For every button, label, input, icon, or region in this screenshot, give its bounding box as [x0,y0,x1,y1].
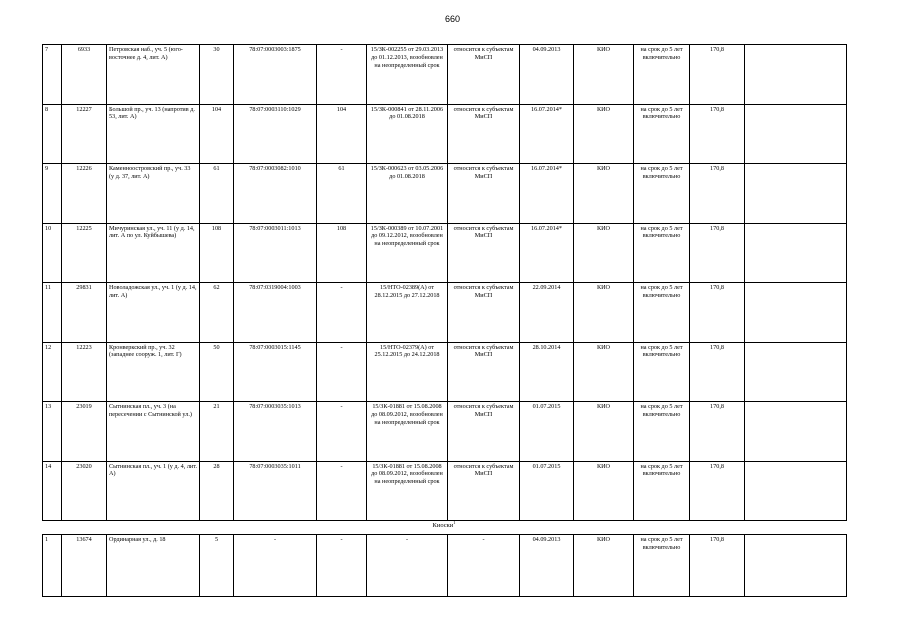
cell-term: на срок до 5 лет включительно [634,535,690,597]
table-row [43,104,847,164]
table-row [43,461,847,521]
cell-address: Сытнинская пл., уч. 3 (на пересечении с Сытнинской ул.) [107,402,200,462]
cell-agreement: 15/ЗК-002255 от 29.03.2013 до 01.12.2013, возобновлен на неопределенный срок [367,45,448,105]
cell-places: 21 [200,402,234,462]
section-label: Киоски [432,522,454,530]
cell-agreement: 15/ЗК-000389 от 10.07.2001 до 09.12.2012, возобновлен на неопределенный срок [367,223,448,283]
main-table [42,44,847,521]
cell-agreement: 15/НТО-02389(А) от 28.12.2015 до 27.12.2018 [367,283,448,343]
cell-area: 108 [317,223,367,283]
cell-cadastre: 78:07:0003035:1013 [234,402,317,462]
cell-id: 12223 [62,342,107,402]
cell-agreement: - [367,535,448,597]
cell-id: 23019 [62,402,107,462]
cell-org: КИО [574,342,634,402]
cell-id: 12227 [62,104,107,164]
cell-date: 01.07.2015 [520,461,574,521]
cell-term: на срок до 5 лет включительно [634,461,690,521]
cell-area: - [317,45,367,105]
cell-num: 1 [43,535,62,597]
cell-address: Мичуринская ул., уч. 11 (у д. 14, лит. А по ул. Куйбышева) [107,223,200,283]
table-row [43,164,847,224]
section-heading [42,520,846,534]
cell-price: 170,8 [690,283,745,343]
cell-id: 12225 [62,223,107,283]
section-footnote: 1 [453,520,456,525]
cell-org: КИО [574,164,634,224]
cell-num: 9 [43,164,62,224]
cell-address: Каменноостровский пр., уч. 33 (у д. 37, лит. А) [107,164,200,224]
cell-date: 16.07.2014* [520,164,574,224]
cell-category: относится к субъектам МиСП [448,223,520,283]
cell-category: - [448,535,520,597]
cell-address: Петровская наб., уч. 5 (юго-восточнее д. 4, лит. А) [107,45,200,105]
cell-places: 104 [200,104,234,164]
cell-num: 14 [43,461,62,521]
cell-category: относится к субъектам МиСП [448,164,520,224]
cell-agreement: 15/ЗК-000841 от 28.11.2006 до 01.08.2018 [367,104,448,164]
cell-agreement: 15/НТО-02379(А) от 25.12.2015 до 24.12.2018 [367,342,448,402]
cell-price: 170,8 [690,104,745,164]
table-row [43,283,847,343]
cell-extra [745,45,847,105]
cell-category: относится к субъектам МиСП [448,45,520,105]
cell-num: 8 [43,104,62,164]
cell-cadastre: 78:07:0003003:1875 [234,45,317,105]
cell-agreement: 15/ЗК-01881 от 15.08.2008 до 08.09.2012, возобновлен на неопределенный срок [367,402,448,462]
cell-places: 108 [200,223,234,283]
cell-org: КИО [574,461,634,521]
cell-extra [745,461,847,521]
cell-id: 23020 [62,461,107,521]
cell-date: 16.07.2014* [520,104,574,164]
cell-places: 62 [200,283,234,343]
cell-term: на срок до 5 лет включительно [634,342,690,402]
cell-term: на срок до 5 лет включительно [634,45,690,105]
cell-num: 11 [43,283,62,343]
cell-address: Сытнинская пл., уч. 1 (у д. 4, лит. А) [107,461,200,521]
cell-price: 170,8 [690,45,745,105]
cell-area: 61 [317,164,367,224]
cell-term: на срок до 5 лет включительно [634,402,690,462]
cell-date: 01.07.2015 [520,402,574,462]
cell-cadastre: - [234,535,317,597]
cell-id: 13674 [62,535,107,597]
cell-org: КИО [574,45,634,105]
cell-org: КИО [574,223,634,283]
cell-org: КИО [574,283,634,343]
cell-area: - [317,535,367,597]
cell-category: относится к субъектам МиСП [448,402,520,462]
cell-address: Новоладожская ул., уч. 1 (у д. 14, лит. А) [107,283,200,343]
cell-extra [745,535,847,597]
cell-id: 12226 [62,164,107,224]
cell-area: - [317,461,367,521]
cell-address: Большой пр., уч. 13 (напротив д. 53, лит. А) [107,104,200,164]
cell-category: относится к субъектам МиСП [448,461,520,521]
cell-cadastre: 78:07:0003015:1145 [234,342,317,402]
cell-price: 170,8 [690,402,745,462]
cell-cadastre: 78:07:0003035:1011 [234,461,317,521]
cell-cadastre: 78:07:0003011:1013 [234,223,317,283]
cell-area: 104 [317,104,367,164]
cell-term: на срок до 5 лет включительно [634,164,690,224]
cell-places: 28 [200,461,234,521]
cell-area: - [317,283,367,343]
cell-cadastre: 78:07:0319004:1003 [234,283,317,343]
cell-agreement: 15/ЗК-000623 от 03.05.2006 до 01.08.2018 [367,164,448,224]
cell-extra [745,164,847,224]
cell-term: на срок до 5 лет включительно [634,223,690,283]
cell-agreement: 15/ЗК-01881 от 15.08.2008 до 08.09.2012, возобновлен на неопределенный срок [367,461,448,521]
table-row [43,342,847,402]
cell-num: 12 [43,342,62,402]
cell-num: 7 [43,45,62,105]
cell-category: относится к субъектам МиСП [448,283,520,343]
page-number: 660 [444,14,461,24]
cell-extra [745,104,847,164]
table-row [43,223,847,283]
cell-price: 170,8 [690,164,745,224]
cell-category: относится к субъектам МиСП [448,104,520,164]
table-row [43,45,847,105]
cell-org: КИО [574,535,634,597]
kiosk-table [42,534,847,597]
cell-date: 28.10.2014 [520,342,574,402]
cell-id: 29831 [62,283,107,343]
cell-num: 13 [43,402,62,462]
cell-date: 04.09.2013 [520,45,574,105]
cell-date: 04.09.2013 [520,535,574,597]
cell-date: 22.09.2014 [520,283,574,343]
cell-term: на срок до 5 лет включительно [634,283,690,343]
table-row [43,402,847,462]
cell-area: - [317,342,367,402]
cell-places: 30 [200,45,234,105]
cell-places: 61 [200,164,234,224]
cell-address: Ординарная ул., д. 18 [107,535,200,597]
cell-price: 170,8 [690,223,745,283]
cell-cadastre: 78:07:0003082:1010 [234,164,317,224]
cell-extra [745,342,847,402]
cell-price: 170,8 [690,461,745,521]
cell-area: - [317,402,367,462]
cell-org: КИО [574,402,634,462]
cell-price: 170,8 [690,535,745,597]
cell-num: 10 [43,223,62,283]
cell-extra [745,402,847,462]
cell-category: относится к субъектам МиСП [448,342,520,402]
cell-extra [745,283,847,343]
cell-places: 5 [200,535,234,597]
cell-date: 16.07.2014* [520,223,574,283]
cell-org: КИО [574,104,634,164]
cell-id: 6933 [62,45,107,105]
cell-term: на срок до 5 лет включительно [634,104,690,164]
cell-places: 50 [200,342,234,402]
cell-address: Кронверкский пр., уч. 32 (западнее сооруж. 1, лит. Г) [107,342,200,402]
table-row [43,535,847,597]
cell-cadastre: 78:07:0003110:1029 [234,104,317,164]
cell-extra [745,223,847,283]
cell-price: 170,8 [690,342,745,402]
